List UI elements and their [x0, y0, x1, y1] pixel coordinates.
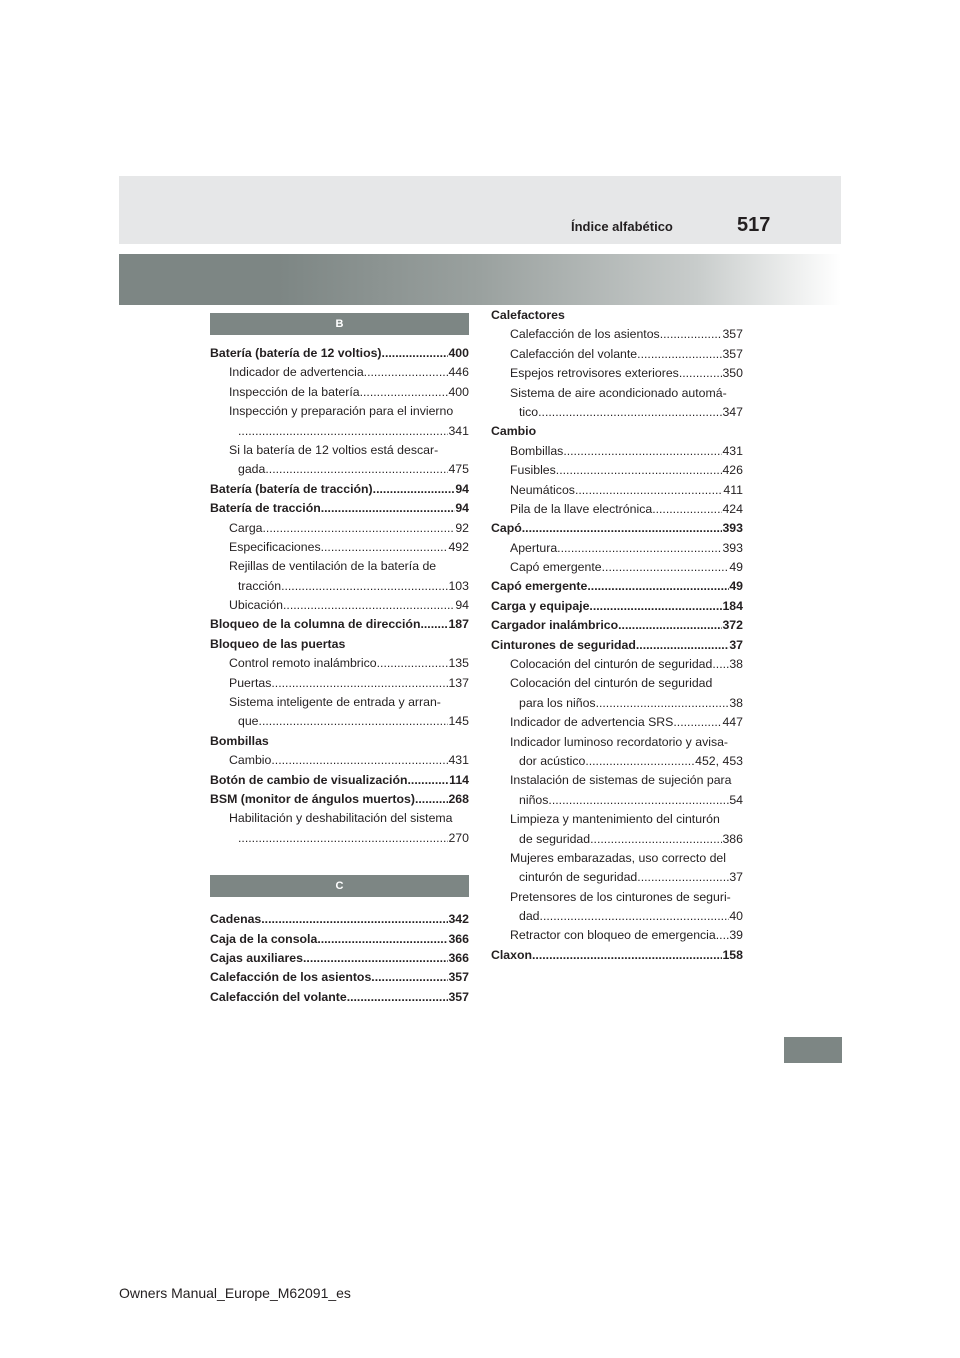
entry-text: Claxon — [491, 947, 532, 962]
index-subentry — [491, 674, 743, 693]
dot-leader — [373, 480, 456, 499]
entry-page-number: 446 — [448, 365, 469, 380]
dot-leader — [712, 655, 729, 674]
footer-text: Owners Manual_Europe_M62091_es — [119, 1285, 351, 1301]
entry-text: Pretensores de los cinturones de seguri- — [510, 889, 731, 904]
entry-text: BSM (monitor de ángulos muertos) — [210, 791, 415, 806]
entry-text: Calefacción de los asientos — [510, 327, 660, 342]
entry-page-number: 372 — [722, 618, 743, 633]
index-entry — [210, 480, 469, 499]
entry-text: Neumáticos — [510, 482, 575, 497]
index-subentry — [491, 384, 743, 403]
index-subentry — [210, 402, 469, 421]
dot-leader — [575, 481, 723, 500]
entry-page-number: 357 — [448, 970, 469, 985]
entry-page-number: 114 — [449, 772, 469, 787]
index-subentry — [210, 422, 469, 441]
entry-page-number: 158 — [722, 947, 743, 962]
dot-leader — [557, 539, 722, 558]
index-subentry — [491, 733, 743, 752]
entry-text: cinturón de seguridad — [519, 870, 638, 885]
index-subentry — [491, 655, 743, 674]
entry-text: dor acústico — [519, 753, 586, 768]
index-subentry — [491, 500, 743, 519]
dot-leader — [587, 577, 729, 596]
entry-text: Limpieza y mantenimiento del cinturón — [510, 812, 720, 827]
index-subentry — [491, 791, 743, 810]
entry-text: Batería de tracción — [210, 501, 321, 516]
dot-leader — [548, 791, 729, 810]
entry-text: Calefacción de los asientos — [210, 970, 372, 985]
index-subentry — [491, 752, 743, 771]
index-subentry — [210, 693, 469, 712]
index-entry — [210, 910, 469, 929]
index-subentry — [491, 888, 743, 907]
dot-leader — [347, 988, 449, 1007]
dot-leader — [321, 499, 456, 518]
entry-text: que — [238, 714, 259, 729]
index-entry — [210, 988, 469, 1007]
entry-page-number: 38 — [729, 695, 743, 710]
entry-page-number: 37 — [729, 870, 743, 885]
entry-page-number: 342 — [448, 912, 469, 927]
index-subentry — [491, 481, 743, 500]
dot-leader — [522, 519, 723, 538]
index-subentry — [210, 596, 469, 615]
index-entry — [210, 635, 469, 654]
entry-text: dad — [519, 909, 540, 924]
entry-page-number: 49 — [729, 579, 743, 594]
index-subentry — [210, 557, 469, 576]
dot-leader — [281, 577, 448, 596]
entry-text: gada — [238, 462, 266, 477]
letter-heading: B — [210, 313, 469, 335]
entry-page-number: 426 — [722, 463, 743, 478]
entry-page-number: 357 — [448, 989, 469, 1004]
dot-leader — [420, 615, 448, 634]
dot-leader — [596, 694, 730, 713]
entry-text: tracción — [238, 578, 282, 593]
index-subentry — [210, 460, 469, 479]
entry-text: Si la batería de 12 voltios está descar- — [229, 442, 439, 457]
index-subentry — [210, 829, 469, 848]
entry-page-number: 268 — [448, 791, 469, 806]
index-subentry — [491, 868, 743, 887]
index-entry — [491, 519, 743, 538]
dot-leader — [360, 383, 449, 402]
entry-text: Indicador luminoso recordatorio y avisa- — [510, 734, 729, 749]
entry-text: Bombillas — [210, 733, 269, 748]
entry-page-number: 347 — [722, 404, 743, 419]
dot-leader — [259, 712, 449, 731]
entry-page-number: 357 — [722, 346, 743, 361]
index-column-right — [491, 306, 743, 965]
entry-page-number: 103 — [448, 578, 469, 593]
section-title: Índice alfabético — [571, 219, 673, 234]
index-entry — [210, 732, 469, 751]
chapter-tab-marker — [784, 1037, 842, 1063]
dot-leader — [540, 907, 730, 926]
dot-leader — [589, 597, 722, 616]
dot-leader — [636, 636, 729, 655]
entry-text: Capó — [491, 521, 522, 536]
dot-leader — [238, 829, 448, 848]
index-subentry — [210, 538, 469, 557]
dot-leader — [317, 930, 448, 949]
entry-text: Mujeres embarazadas, uso correcto del — [510, 850, 726, 865]
index-subentry — [210, 363, 469, 382]
dot-leader — [532, 946, 722, 965]
dot-leader — [637, 345, 722, 364]
dot-leader — [238, 422, 448, 441]
entry-text: Carga — [229, 520, 263, 535]
dot-leader — [563, 442, 722, 461]
entry-page-number: 393 — [722, 540, 743, 555]
index-subentry — [210, 751, 469, 770]
entry-page-number: 145 — [448, 714, 469, 729]
dot-leader — [618, 616, 722, 635]
entry-text: Cajas auxiliares — [210, 950, 303, 965]
index-subentry — [491, 345, 743, 364]
index-subentry — [491, 461, 743, 480]
index-subentry — [210, 674, 469, 693]
entry-text: Colocación del cinturón de seguridad — [510, 676, 713, 691]
index-entry — [491, 616, 743, 635]
index-entry — [210, 771, 469, 790]
index-entry — [210, 615, 469, 634]
index-entry — [491, 636, 743, 655]
entry-page-number: 431 — [722, 443, 743, 458]
entry-page-number: 54 — [729, 792, 743, 807]
index-entry — [210, 949, 469, 968]
dot-leader — [303, 949, 448, 968]
index-entry — [491, 306, 743, 325]
entry-text: Cambio — [491, 424, 537, 439]
index-subentry — [491, 558, 743, 577]
dot-leader — [377, 654, 449, 673]
entry-page-number: 411 — [723, 482, 743, 497]
dot-leader — [382, 344, 449, 363]
index-entry — [210, 790, 469, 809]
entry-page-number: 350 — [722, 366, 743, 381]
entry-page-number: 447 — [722, 715, 743, 730]
entry-text: Habilitación y deshabilitación del sistema — [229, 811, 453, 826]
entry-page-number: 341 — [448, 423, 469, 438]
dot-leader — [271, 751, 448, 770]
dot-leader — [364, 363, 449, 382]
entry-page-number: 357 — [722, 327, 743, 342]
index-subentry — [491, 403, 743, 422]
entry-text: tico — [519, 404, 539, 419]
dot-leader — [556, 461, 723, 480]
dot-leader — [585, 752, 695, 771]
dot-leader — [407, 771, 449, 790]
entry-page-number: 40 — [729, 909, 743, 924]
entry-text: Bloqueo de la columna de dirección — [210, 617, 421, 632]
entry-page-number: 135 — [448, 656, 469, 671]
entry-text: Carga y equipaje — [491, 598, 590, 613]
entry-text: Batería (batería de 12 voltios) — [210, 345, 382, 360]
index-subentry — [491, 442, 743, 461]
entry-text: de seguridad — [519, 831, 591, 846]
entry-text: Cadenas — [210, 912, 262, 927]
dot-leader — [538, 403, 722, 422]
entry-page-number: 452, 453 — [695, 753, 743, 768]
page-number: 517 — [737, 214, 771, 236]
entry-page-number: 187 — [448, 617, 469, 632]
index-entry — [210, 344, 469, 363]
index-entry — [491, 577, 743, 596]
dot-leader — [271, 674, 448, 693]
entry-text: Sistema inteligente de entrada y arran- — [229, 695, 441, 710]
index-subentry — [491, 713, 743, 732]
entry-text: Cinturones de seguridad — [491, 637, 636, 652]
entry-page-number: 94 — [455, 481, 469, 496]
index-subentry — [210, 654, 469, 673]
index-subentry — [210, 441, 469, 460]
dot-leader — [716, 926, 730, 945]
index-subentry — [491, 325, 743, 344]
entry-text: Botón de cambio de visualización — [210, 772, 408, 787]
dot-leader — [602, 558, 730, 577]
entry-page-number: 94 — [455, 598, 469, 613]
entry-text: Batería (batería de tracción) — [210, 481, 373, 496]
dot-leader — [371, 968, 448, 987]
entry-page-number: 92 — [455, 520, 469, 535]
dot-leader — [263, 519, 456, 538]
entry-page-number: 270 — [448, 830, 469, 845]
entry-text: niños — [519, 792, 549, 807]
entry-text: Caja de la consola — [210, 931, 318, 946]
entry-text: Calefactores — [491, 307, 565, 322]
entry-text: Capó emergente — [491, 579, 588, 594]
entry-text: Rejillas de ventilación de la batería de — [229, 559, 437, 574]
dot-leader — [590, 830, 722, 849]
dot-leader — [679, 364, 723, 383]
index-subentry — [491, 907, 743, 926]
index-entry — [210, 499, 469, 518]
entry-page-number: 38 — [729, 657, 743, 672]
index-entry — [491, 946, 743, 965]
index-entry — [210, 968, 469, 987]
entry-text: Especificaciones — [229, 539, 321, 554]
entry-text: Control remoto inalámbrico — [229, 656, 377, 671]
entry-page-number: 492 — [448, 539, 469, 554]
entry-text: Espejos retrovisores exteriores — [510, 366, 679, 381]
entry-page-number: 431 — [448, 753, 469, 768]
entry-text: Cargador inalámbrico — [491, 618, 619, 633]
dot-leader — [660, 325, 723, 344]
entry-text: Fusibles — [510, 463, 556, 478]
entry-text: Puertas — [229, 675, 272, 690]
entry-page-number: 424 — [722, 501, 743, 516]
letter-heading: C — [210, 875, 469, 897]
entry-page-number: 94 — [455, 501, 469, 516]
index-subentry — [210, 383, 469, 402]
entry-page-number: 184 — [722, 598, 743, 613]
entry-text: Indicador de advertencia SRS — [510, 715, 674, 730]
dot-leader — [415, 790, 449, 809]
entry-page-number: 39 — [729, 928, 743, 943]
index-subentry — [491, 830, 743, 849]
entry-text: Colocación del cinturón de seguridad — [510, 657, 713, 672]
entry-text: Bloqueo de las puertas — [210, 636, 346, 651]
index-subentry — [210, 809, 469, 828]
header-band — [119, 176, 841, 244]
index-subentry — [491, 810, 743, 829]
entry-text: Inspección de la batería — [229, 384, 360, 399]
entry-text: Capó emergente — [510, 560, 602, 575]
entry-page-number: 49 — [729, 560, 743, 575]
dot-leader — [283, 596, 455, 615]
entry-text: Sistema de aire acondicionado automá- — [510, 385, 727, 400]
index-column-left — [210, 313, 469, 1007]
entry-text: para los niños — [519, 695, 596, 710]
index-entry — [491, 597, 743, 616]
entry-text: Apertura — [510, 540, 558, 555]
entry-text: Indicador de advertencia — [229, 365, 364, 380]
entry-text: Inspección y preparación para el invierno — [229, 404, 454, 419]
entry-text: Bombillas — [510, 443, 564, 458]
entry-page-number: 400 — [448, 384, 469, 399]
entry-page-number: 366 — [448, 931, 469, 946]
dot-leader — [265, 460, 448, 479]
dot-leader — [637, 868, 729, 887]
entry-page-number: 37 — [729, 637, 743, 652]
index-subentry — [491, 849, 743, 868]
dot-leader — [261, 910, 448, 929]
chapter-gradient-bar — [119, 254, 841, 305]
index-entry — [210, 930, 469, 949]
dot-leader — [321, 538, 449, 557]
entry-text: Calefacción del volante — [210, 989, 347, 1004]
index-subentry — [210, 577, 469, 596]
index-entry — [491, 422, 743, 441]
dot-leader — [652, 500, 722, 519]
index-subentry — [491, 539, 743, 558]
entry-text: Cambio — [229, 753, 272, 768]
entry-text: Calefacción del volante — [510, 346, 638, 361]
entry-text: Pila de la llave electrónica — [510, 501, 653, 516]
entry-page-number: 386 — [722, 831, 743, 846]
entry-page-number: 393 — [722, 521, 743, 536]
entry-page-number: 366 — [448, 950, 469, 965]
index-subentry — [491, 364, 743, 383]
entry-page-number: 137 — [448, 675, 469, 690]
index-subentry — [491, 694, 743, 713]
index-subentry — [210, 519, 469, 538]
index-subentry — [491, 771, 743, 790]
dot-leader — [673, 713, 722, 732]
entry-text: Ubicación — [229, 598, 283, 613]
entry-page-number: 400 — [448, 345, 469, 360]
index-subentry — [210, 712, 469, 731]
index-subentry — [491, 927, 743, 946]
entry-text: Retractor con bloqueo de emergencia — [510, 928, 716, 943]
entry-page-number: 475 — [448, 462, 469, 477]
entry-text: Instalación de sistemas de sujeción para — [510, 773, 732, 788]
